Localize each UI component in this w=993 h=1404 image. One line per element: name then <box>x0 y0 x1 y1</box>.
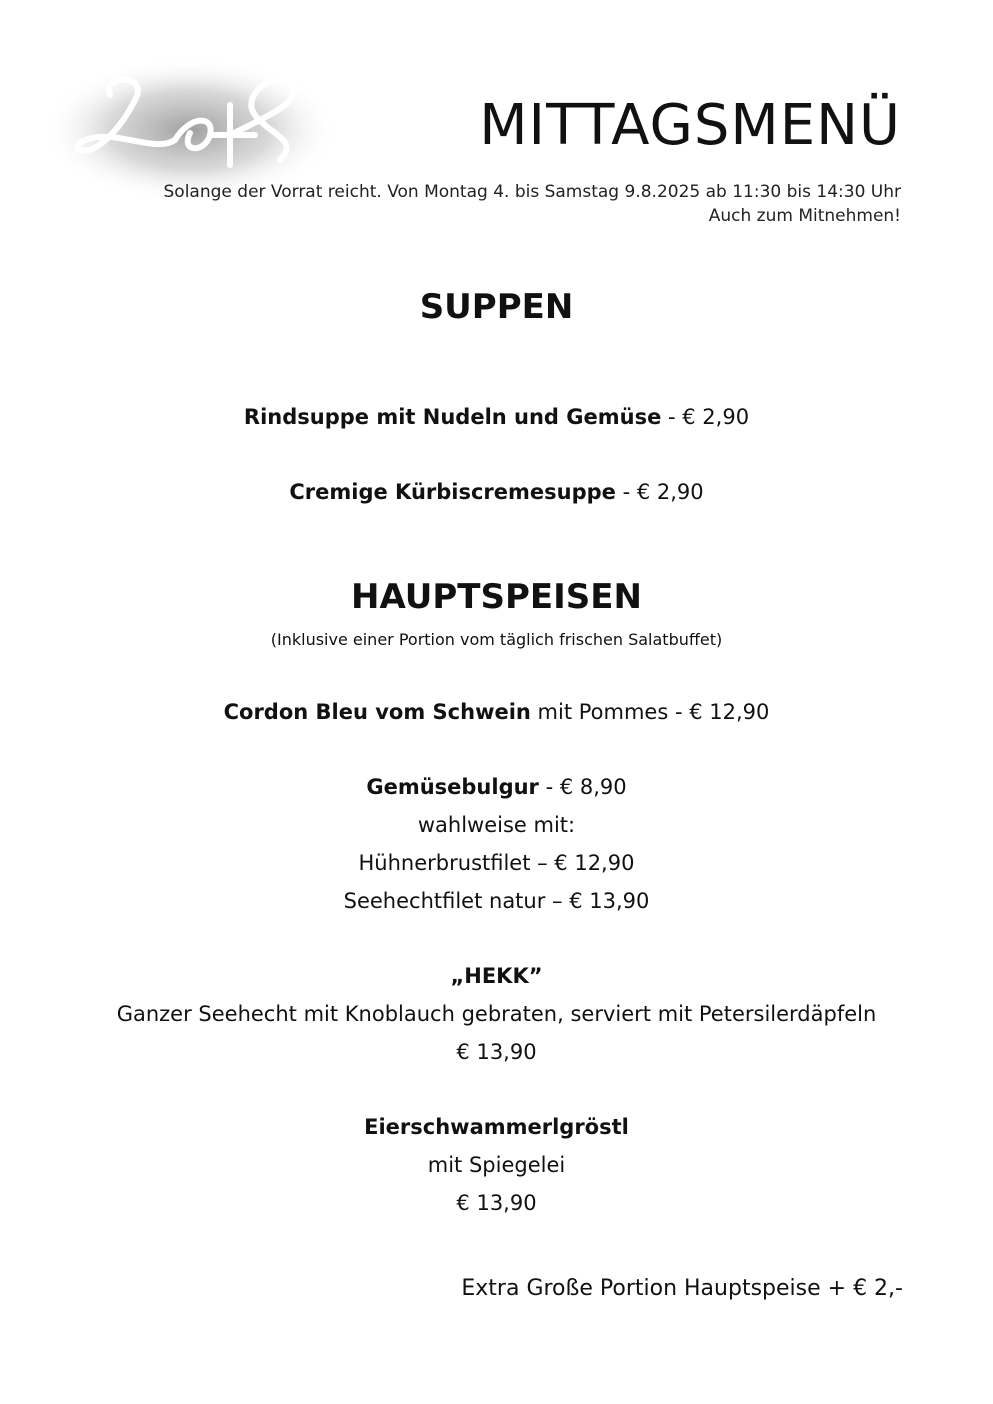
dish-price: - € 2,90 <box>615 480 704 504</box>
option-intro: wahlweise mit: <box>417 813 576 837</box>
dish-price: - € 8,90 <box>538 775 627 799</box>
main-item-hekk <box>0 957 993 1071</box>
main-item-groestl <box>0 1108 993 1222</box>
dish-description: mit Spiegelei <box>427 1153 566 1177</box>
availability-text: Solange der Vorrat reicht. Von Montag 4. bis Samstag 9.8.2025 ab 11:30 bis 14:30 Uhr <box>163 182 901 202</box>
main-item-bulgur <box>0 768 993 920</box>
dish-name: Rindsuppe mit Nudeln und Gemüse <box>243 405 662 429</box>
menu-subtitle <box>164 180 901 228</box>
option-hake: Seehechtfilet natur – € 13,90 <box>343 889 650 913</box>
dish-name: Cordon Bleu vom Schwein <box>223 700 531 724</box>
soup-item-2 <box>0 473 993 511</box>
page-title: MITTAGSMENÜ <box>479 93 901 158</box>
mains-note: (Inklusive einer Portion vom täglich frischen Salatbuffet) <box>270 630 723 649</box>
dish-price: € 13,90 <box>456 1040 537 1064</box>
dish-name: Gemüsebulgur <box>366 775 539 799</box>
dish-price: - € 2,90 <box>661 405 750 429</box>
dish-price: - € 12,90 <box>668 700 770 724</box>
dish-name: „HEKK” <box>450 964 543 988</box>
option-chicken: Hühnerbrustfilet – € 12,90 <box>358 851 635 875</box>
dish-name: Cremige Kürbiscremesuppe <box>289 480 616 504</box>
soups-heading: SUPPEN <box>419 287 574 327</box>
mains-heading: HAUPTSPEISEN <box>351 577 642 617</box>
main-item-cordon-bleu <box>0 693 993 731</box>
dish-description: Ganzer Seehecht mit Knoblauch gebraten, serviert mit Petersilerdäpfeln <box>116 1002 877 1026</box>
soup-item-1 <box>0 398 993 436</box>
takeaway-text: Auch zum Mitnehmen! <box>708 206 901 226</box>
dish-side: mit Pommes <box>530 700 669 724</box>
dish-price: € 13,90 <box>456 1191 537 1215</box>
dish-name: Eierschwammerlgröstl <box>364 1115 629 1139</box>
extra-portion-note: Extra Große Portion Hauptspeise + € 2,- <box>461 1276 903 1301</box>
